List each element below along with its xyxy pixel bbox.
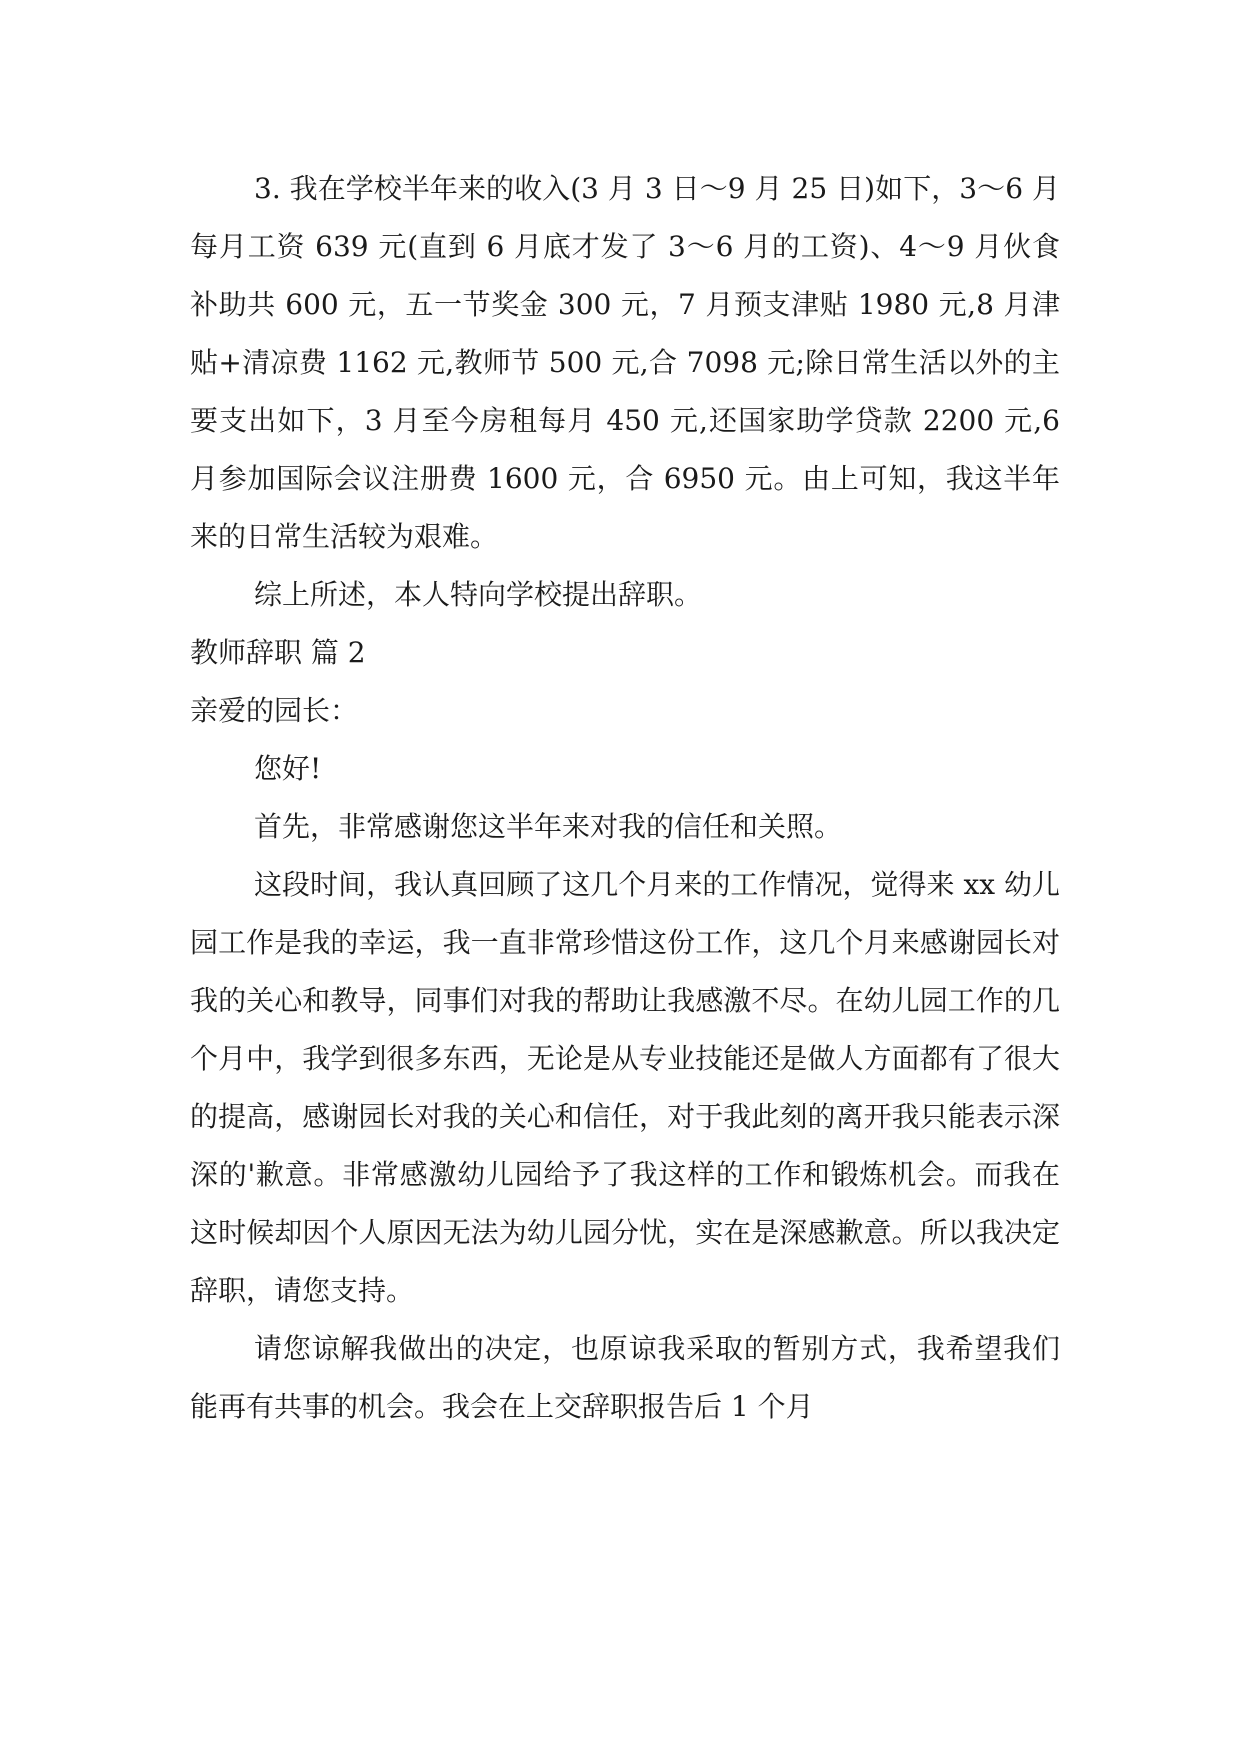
- paragraph-income: 3. 我在学校半年来的收入(3 月 3 日～9 月 25 日)如下，3～6 月每月工资 639 元(直到 6 月底才发了 3～6 月的工资)、4～9 月伙食补助共 600 元，五一节奖金 300 元，7 月预支津贴 1980 元,8 月津贴+清凉费 1162 元,教师节 500 元,合 7098 元;除日常生活以外的主要支出如下，3 月至今房租每月 450 元,还国家助学贷款 2200 元,6 月参加国际会议注册费 1600 元，合 6950 元。由上可知，我这半年来的日常生活较为艰难。: [190, 172, 1060, 553]
- paragraph-request: 请您谅解我做出的决定，也原谅我采取的暂别方式，我希望我们能再有共事的机会。我会在上交辞职报告后 1 个月: [190, 1332, 1060, 1423]
- paragraph-reflection: 这段时间，我认真回顾了这几个月来的工作情况，觉得来 xx 幼儿园工作是我的幸运，我一直非常珍惜这份工作，这几个月来感谢园长对我的关心和教导，同事们对我的帮助让我感激不尽。在幼儿园工作的几个月中，我学到很多东西，无论是从专业技能还是做人方面都有了很大的提高，感谢园长对我的关心和信任，对于我此刻的离开我只能表示深深的'歉意。非常感激幼儿园给予了我这样的工作和锻炼机会。而我在这时候却因个人原因无法为幼儿园分忧，实在是深感歉意。所以我决定辞职，请您支持。: [190, 868, 1060, 1307]
- paragraph-thanks: 首先，非常感谢您这半年来对我的信任和关照。: [254, 810, 843, 843]
- salutation: 亲爱的园长：: [190, 694, 359, 727]
- paragraph-conclusion: 综上所述，本人特向学校提出辞职。: [254, 578, 703, 611]
- greeting: 您好!: [254, 752, 322, 785]
- document-body: [190, 160, 1060, 1436]
- section-title: 教师辞职 篇 2: [190, 636, 366, 669]
